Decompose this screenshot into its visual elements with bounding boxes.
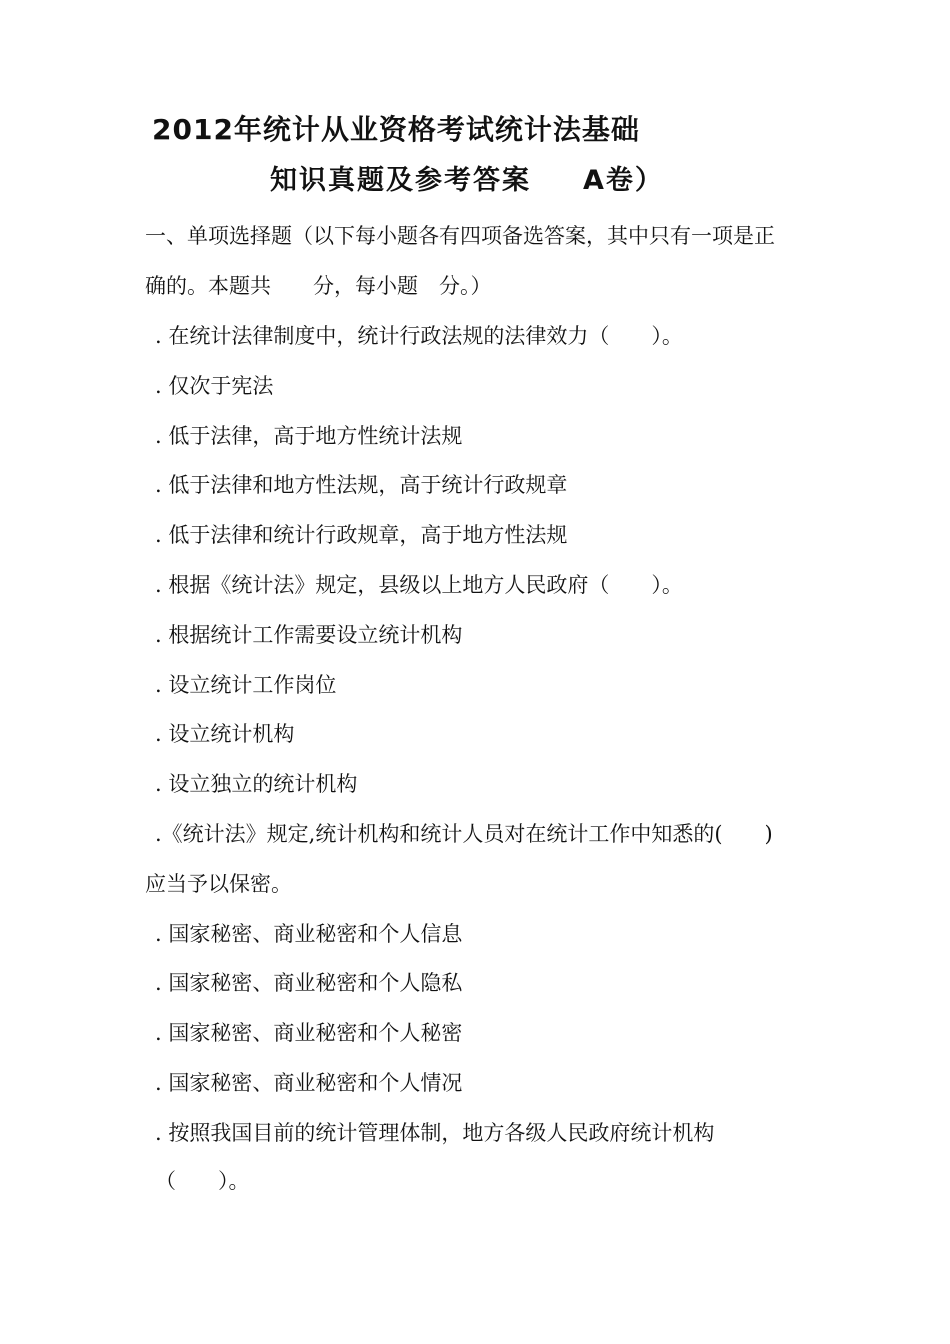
question-2-option-d: . 设立独立的统计机构 (155, 772, 358, 796)
question-3-continued: 应当予以保密。 (145, 872, 292, 896)
question-2-option-c: . 设立统计机构 (155, 722, 295, 746)
section-heading-line2: 确的。本题共 分，每小题 分。） (145, 274, 492, 298)
question-1-option-b: . 低于法律，高于地方性统计法规 (155, 424, 463, 448)
document-title-line2-left: 知识真题及参考答案 (270, 165, 531, 196)
question-1-option-a: . 仅次于宪法 (155, 374, 274, 398)
question-2-option-a: . 根据统计工作需要设立统计机构 (155, 623, 463, 647)
document-title-line1: 2012年统计从业资格考试统计法基础 (152, 113, 640, 146)
question-1: . 在统计法律制度中，统计行政法规的法律效力（ ）。 (155, 324, 683, 348)
question-1-option-d: . 低于法律和统计行政规章，高于地方性法规 (155, 523, 568, 547)
question-1-option-c: . 低于法律和地方性法规，高于统计行政规章 (155, 473, 568, 497)
question-3: .《统计法》规定,统计机构和统计人员对在统计工作中知悉的( ) (155, 822, 773, 846)
document-title-line2-right: A卷） (583, 165, 664, 196)
section-heading-line1: 一、单项选择题（以下每小题各有四项备选答案，其中只有一项是正 (145, 224, 775, 248)
question-2-option-b: . 设立统计工作岗位 (155, 673, 337, 697)
question-3-option-b: . 国家秘密、商业秘密和个人隐私 (155, 971, 463, 995)
question-3-option-a: . 国家秘密、商业秘密和个人信息 (155, 922, 463, 946)
question-3-option-c: . 国家秘密、商业秘密和个人秘密 (155, 1021, 463, 1045)
question-3-option-d: . 国家秘密、商业秘密和个人情况 (155, 1071, 463, 1095)
question-4-continued: （ ）。 (155, 1169, 250, 1193)
question-2: . 根据《统计法》规定，县级以上地方人民政府（ ）。 (155, 573, 683, 597)
question-4: . 按照我国目前的统计管理体制，地方各级人民政府统计机构 (155, 1121, 715, 1145)
